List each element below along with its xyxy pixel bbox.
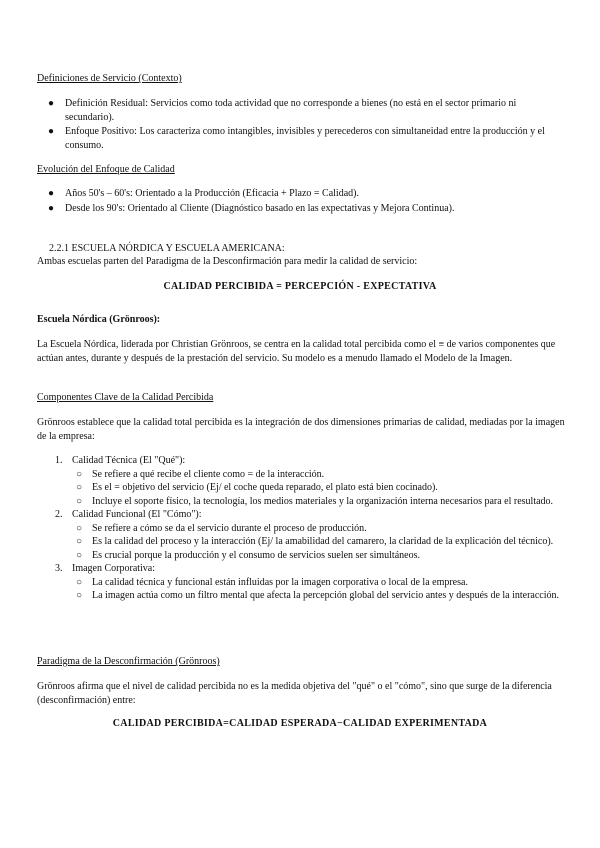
list-item: ● Años 50's – 60's: Orientado a la Producción (Eficacia + Plazo = Calidad). [48, 188, 359, 199]
list-item: ○ Incluye el soporte físico, la tecnología, los medios materiales y la organización interna necesarios para el resultado. [76, 495, 554, 507]
list-item: ● Enfoque Positivo: Los caracteriza como intangibles, invisibles y perecederos con simultaneidad entre la producción y el consumo. [48, 126, 545, 151]
list-item: ● Desde los 90's: Orientado al Cliente (Diagnóstico basado en las expectativas y Mejora Continua). [48, 202, 455, 214]
circle-bullet-icon: ○ [76, 482, 83, 493]
definiciones-list [37, 97, 565, 153]
list-item: ● Definición Residual: Servicios como toda actividad que no corresponde a bienes (no está en el sector primario ni secundario). [48, 98, 517, 123]
bullet-icon: ● [48, 188, 55, 199]
list-item: 2. Calidad Funcional (El "Cómo"): ○ Se refiere a cómo se da el servicio durante el proceso de producción. ○ Es la calidad del proceso y la interacción (Ej/ la amabilidad del camarero, la claridad de la explicación del técnico). ○ Es crucial porque la producción y el consumo de servicios suelen ser simultáneos. [37, 508, 565, 562]
list-item: ○ La imagen actúa como un filtro mental que afecta la percepción global del servicio antes y después de la interacción. [76, 590, 560, 601]
formula-desconfirmacion: CALIDAD PERCIBIDA=CALIDAD ESPERADA−CALIDAD EXPERIMENTADA [112, 718, 488, 729]
list-item: ○ Es el = objetivo del servicio (Ej/ el coche queda reparado, el plato está bien cocinado). [76, 482, 438, 493]
componentes-list [37, 454, 565, 603]
list-item: ○ Es crucial porque la producción y el consumo de servicios suelen ser simultáneos. [76, 549, 420, 561]
componentes-intro: Grönroos establece que la calidad total percibida es la integración de dos dimensiones primarias de calidad, mediadas por la imagen de la empresa: [37, 417, 565, 442]
list-item: ○ Es la calidad del proceso y la interacción (Ej/ la amabilidad del camarero, la claridad de la explicación del técnico). [76, 536, 554, 547]
escuela-intro: Ambas escuelas parten del Paradigma de la Desconfirmación para medir la calidad de servicio: [37, 256, 418, 267]
circle-bullet-icon: ○ [76, 576, 83, 588]
list-item: 3. Imagen Corporativa: ○ La calidad técnica y funcional están influidas por la imagen corporativa o local de la empresa. ○ La imagen actúa como un filtro mental que afecta la percepción global del servicio antes y después de la interacción. [37, 562, 565, 603]
escuela-section-heading: 2.2.1 ESCUELA NÓRDICA Y ESCUELA AMERICANA: [49, 243, 285, 254]
circle-bullet-icon: ○ [76, 522, 83, 534]
list-item: ○ La calidad técnica y funcional están influidas por la imagen corporativa o local de la empresa. [76, 576, 468, 588]
list-item: ○ Se refiere a cómo se da el servicio durante el proceso de producción. [76, 522, 367, 534]
circle-bullet-icon: ○ [76, 549, 83, 561]
componentes-heading: Componentes Clave de la Calidad Percibida [37, 392, 214, 403]
circle-bullet-icon: ○ [76, 495, 83, 507]
bullet-icon: ● [48, 126, 55, 137]
list-item: ○ Se refiere a qué recibe el cliente como = de la interacción. [76, 468, 325, 480]
nordica-paragraph: La Escuela Nórdica, liderada por Christian Grönroos, se centra en la calidad total percibida como el ≡ de varios componentes que actúan antes, durante y después de la prestación del servicio. Su modelo es a menudo llamado el Modelo de la Imagen. [37, 339, 556, 364]
definiciones-heading: Definiciones de Servicio (Contexto) [37, 73, 182, 84]
circle-bullet-icon: ○ [76, 536, 83, 547]
bullet-icon: ● [48, 98, 55, 109]
list-item: 1. Calidad Técnica (El "Qué"): ○ Se refiere a qué recibe el cliente como = de la interacción. ○ Es el = objetivo del servicio (Ej/ el coche queda reparado, el plato está bien cocinado). ○ Incluye el soporte físico, la tecnología, los medios materiales y la organización interna necesarios para el resultado. [37, 454, 565, 508]
bullet-icon: ● [48, 202, 55, 214]
circle-bullet-icon: ○ [76, 468, 83, 480]
evolucion-list [37, 187, 565, 216]
circle-bullet-icon: ○ [76, 590, 83, 601]
paradigma-heading: Paradigma de la Desconfirmación (Grönroos) [37, 656, 220, 667]
paradigma-paragraph: Grönroos afirma que el nivel de calidad percibida no es la medida objetiva del "qué" o el "cómo", sino que surge de la diferencia (desconfirmación) entre: [37, 681, 552, 706]
nordica-heading: Escuela Nórdica (Grönroos): [37, 314, 161, 325]
evolucion-heading: Evolución del Enfoque de Calidad [37, 164, 175, 175]
formula-percepcion: CALIDAD PERCIBIDA = PERCEPCIÓN - EXPECTATIVA [163, 281, 437, 292]
